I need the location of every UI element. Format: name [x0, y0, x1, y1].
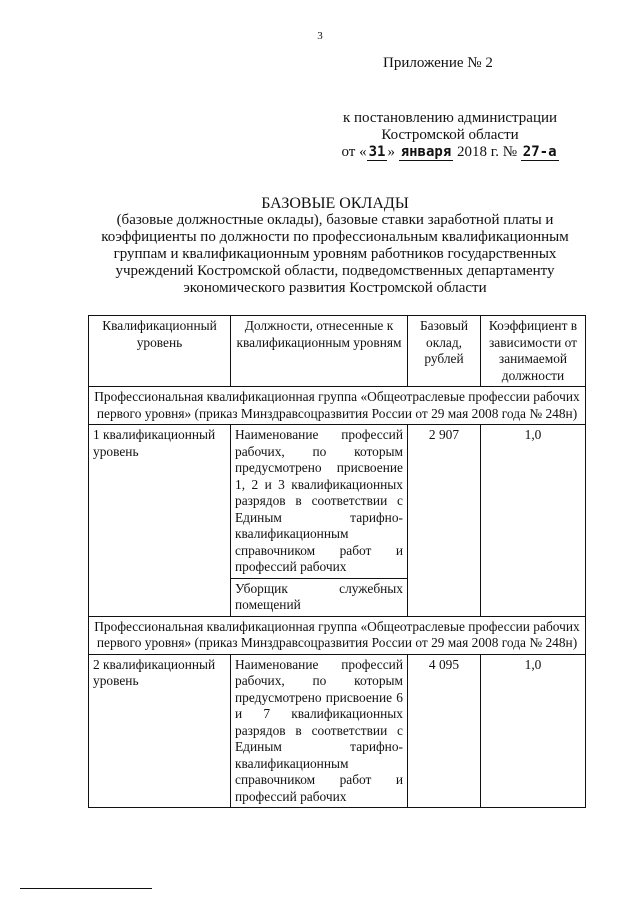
document-title	[95, 195, 575, 297]
decree-line-2: Костромской области	[381, 127, 519, 143]
group-title: Профессиональная квалификационная группа «Общеотраслевые профессии рабочих первого уровня» (приказ Минздравсоцразвития России от 29 мая 2008 года № 248н)	[89, 616, 586, 654]
group-row	[89, 616, 586, 654]
appendix-label: Приложение № 2	[383, 55, 493, 71]
table-row	[89, 425, 586, 579]
cell-coefficient: 1,0	[481, 654, 586, 808]
cell-position: Наименование профессий рабочих, по которым предусмотрено присвоение 1, 2 и 3 квалификационных разрядов в соответствии с Единым тарифно-квалификационным справочником работ и профессий рабочих	[231, 425, 408, 579]
decree-date-line	[300, 144, 600, 161]
table-row	[89, 654, 586, 808]
title-main: БАЗОВЫЕ ОКЛАДЫ	[261, 195, 409, 212]
title-subtitle: (базовые должностные оклады), базовые ставки заработной платы и коэффициенты по должности по профессиональным квалификационным группам и квалификационным уровням работников государственных учреждений Костромской области, подведомственных департаменту экономического развития Костромской области	[101, 212, 569, 296]
group-title: Профессиональная квалификационная группа «Общеотраслевые профессии рабочих первого уровня» (приказ Минздравсоцразвития России от 29 мая 2008 года № 248н)	[89, 387, 586, 425]
table-header-row	[89, 316, 586, 387]
decree-number: 27-а	[522, 144, 557, 160]
date-day: 31	[368, 144, 386, 160]
cell-position: Уборщик служебных помещений	[231, 578, 408, 616]
cell-coefficient: 1,0	[481, 425, 586, 617]
header-coefficient: Коэффициент в зависимости от занимаемой должности	[481, 316, 586, 387]
header-salary: Базовый оклад, рублей	[408, 316, 481, 387]
cell-salary: 2 907	[408, 425, 481, 617]
date-month: января	[400, 144, 452, 160]
date-mid: »	[387, 144, 395, 160]
date-prefix: от «	[341, 144, 367, 160]
footnote-divider	[20, 888, 152, 889]
cell-position: Наименование профессий рабочих, по которым предусмотрено присвоение 6 и 7 квалификационных разрядов в соответствии с Единым тарифно-квалификационным справочником работ и профессий рабочих	[231, 654, 408, 808]
cell-level: 2 квалификационный уровень	[89, 654, 231, 808]
decree-line-1: к постановлению администрации	[342, 110, 558, 126]
cell-salary: 4 095	[408, 654, 481, 808]
page-number: 3	[317, 30, 323, 42]
salary-table	[88, 315, 586, 808]
group-row	[89, 387, 586, 425]
header-level: Квалификационный уровень	[89, 316, 231, 387]
date-year: 2018 г. №	[457, 144, 518, 160]
header-positions: Должности, отнесенные к квалификационным уровням	[231, 316, 408, 387]
cell-level: 1 квалификационный уровень	[89, 425, 231, 617]
